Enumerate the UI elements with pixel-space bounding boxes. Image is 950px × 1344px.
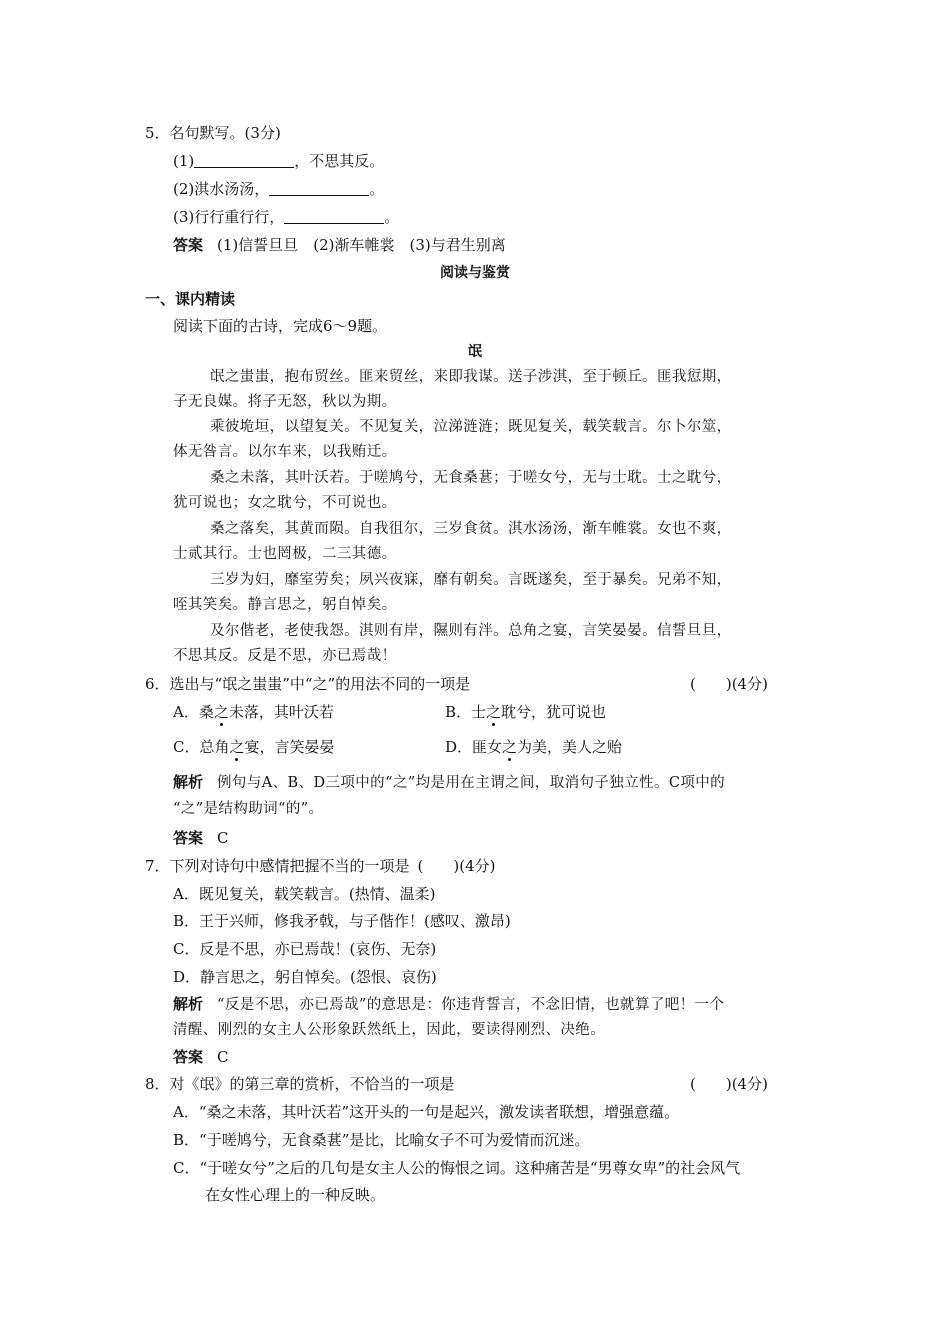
analysis-label: 解析 [173,995,204,1013]
q5-item-3-pre: (3)行行重行行， [173,208,285,226]
q8-option-c-cont: 在女性心理上的一种反映。 [205,1186,386,1204]
q6-answer-paren[interactable]: ( )(4分) [690,675,768,693]
dotted-char: 之 [486,703,502,721]
poem-line: 士贰其行。士也罔极，二三其德。 [173,546,397,562]
part-intro: 阅读下面的古诗，完成6～9题。 [173,317,388,335]
poem-line: 桑之落矣，其黄而陨。自我徂尔，三岁食贫。淇水汤汤，渐车帷裳。女也不爽， [210,521,732,537]
dotted-char: 之 [229,738,245,756]
fill-blank[interactable] [284,209,384,224]
q5-item-2-pre: (2)淇水汤汤， [173,180,270,198]
option-text: C．总角 [173,738,230,756]
option-text: A．桑 [173,703,214,721]
poem-title: 氓 [468,344,482,360]
q7-stem [145,856,496,876]
q7-answer [173,1047,229,1067]
q6-option-c[interactable] [173,737,335,757]
q8-option-c[interactable]: C．“于嗟女兮”之后的几句是女主人公的悔恨之词。这种痛苦是“男尊女卑”的社会风气 [173,1159,741,1177]
dotted-char: 之 [213,703,229,721]
q8-stem: 8．对《氓》的第三章的赏析，不恰当的一项是 [145,1075,455,1093]
analysis-label: 解析 [173,773,204,791]
q7-answer-paren[interactable]: ( )(4分) [417,857,496,875]
poem-line: 不思其反。反是不思，亦已焉哉！ [173,648,397,664]
q8-option-a[interactable]: A．“桑之未落，其叶沃若”这开头的一句是起兴，激发读者联想，增强意蕴。 [173,1103,680,1121]
option-text: 耽兮，犹可说也 [501,703,607,721]
q5-item-3 [173,207,399,227]
q5-item-3-post: 。 [384,208,400,226]
q7-option-d[interactable]: D．静言思之，躬自悼矣。(怨恨、哀伤) [173,968,437,986]
dotted-char: 之 [502,738,518,756]
poem-line: 咥其笑矣。静言思之，躬自悼矣。 [173,597,397,613]
poem-line: 乘彼垝垣，以望复关。不见复关，泣涕涟涟；既见复关，载笑载言。尔卜尔筮， [210,419,732,435]
q5-item-2 [173,179,384,199]
option-text: D．匪女 [445,738,503,756]
section-title: 阅读与鉴赏 [440,265,510,281]
analysis-text: “反是不思，亦已焉哉”的意思是：你违背誓言，不念旧情，也就算了吧！一个 [217,997,725,1013]
answer-text: C [217,1048,229,1066]
q7-analysis-cont: 清醒、刚烈的女主人公形象跃然纸上，因此，要读得刚烈、决绝。 [173,1022,606,1038]
poem-line: 氓之蚩蚩，抱布贸丝。匪来贸丝，来即我谋。送子涉淇，至于顿丘。匪我愆期， [210,369,732,385]
option-text: 未落，其叶沃若 [228,703,334,721]
q8-answer-paren[interactable]: ( )(4分) [690,1075,768,1093]
q6-answer [173,828,229,848]
answer-label: 答案 [173,236,204,254]
q5-item-2-post: 。 [369,180,385,198]
option-text: 宴，言笑晏晏 [244,738,335,756]
option-text: B．士 [445,703,487,721]
part-title: 一、课内精读 [145,290,236,308]
q7-option-c[interactable]: C．反是不思，亦已焉哉！(哀伤、无奈) [173,940,437,958]
poem-line: 三岁为妇，靡室劳矣；夙兴夜寐，靡有朝矣。言既遂矣，至于暴矣。兄弟不知， [210,572,732,588]
poem-line: 体无咎言。以尔车来，以我贿迁。 [173,444,397,460]
q8-option-b[interactable]: B．“于嗟鸠兮，无食桑葚”是比，比喻女子不可为爱情而沉迷。 [173,1131,590,1149]
answer-text: (1)信誓旦旦 (2)渐车帷裳 (3)与君生别离 [217,236,506,254]
poem-line: 子无良媒。将子无怒，秋以为期。 [173,394,397,410]
q6-stem: 6．选出与“氓之蚩蚩”中“之”的用法不同的一项是 [145,675,471,693]
q5-stem: 5．名句默写。(3分) [145,124,281,142]
q5-item-1-post: ，不思其反。 [294,152,385,170]
q6-analysis-cont: “之”是结构助词“的”。 [173,801,324,817]
q6-analysis [173,772,725,793]
q5-answer [173,235,506,255]
analysis-text: 例句与A、B、D三项中的“之”均是用在主谓之间，取消句子独立性。C项中的 [217,775,726,791]
poem-line: 及尔偕老，老使我怨。淇则有岸，隰则有泮。总角之宴，言笑晏晏。信誓旦旦， [210,623,732,639]
q6-option-b[interactable] [445,702,606,722]
q5-item-1-pre: (1) [173,152,195,170]
answer-text: C [217,829,229,847]
poem-line: 桑之未落，其叶沃若。于嗟鸠兮，无食桑葚；于嗟女兮，无与士耽。士之耽兮， [210,470,732,486]
poem-line: 犹可说也；女之耽兮，不可说也。 [173,495,397,511]
answer-label: 答案 [173,829,204,847]
q6-option-d[interactable] [445,737,622,757]
q7-stem-text: 7．下列对诗句中感情把握不当的一项是 [145,857,410,875]
q7-analysis [173,994,724,1015]
answer-label: 答案 [173,1048,204,1066]
q7-option-a[interactable]: A．既见复关，载笑载言。(热情、温柔) [173,885,436,903]
option-text: 为美，美人之贻 [517,738,623,756]
fill-blank[interactable] [194,153,294,168]
q7-option-b[interactable]: B．王于兴师，修我矛戟，与子偕作！(感叹、激昂) [173,912,511,930]
q6-option-a[interactable] [173,702,334,722]
q5-item-1 [173,151,384,171]
fill-blank[interactable] [269,181,369,196]
